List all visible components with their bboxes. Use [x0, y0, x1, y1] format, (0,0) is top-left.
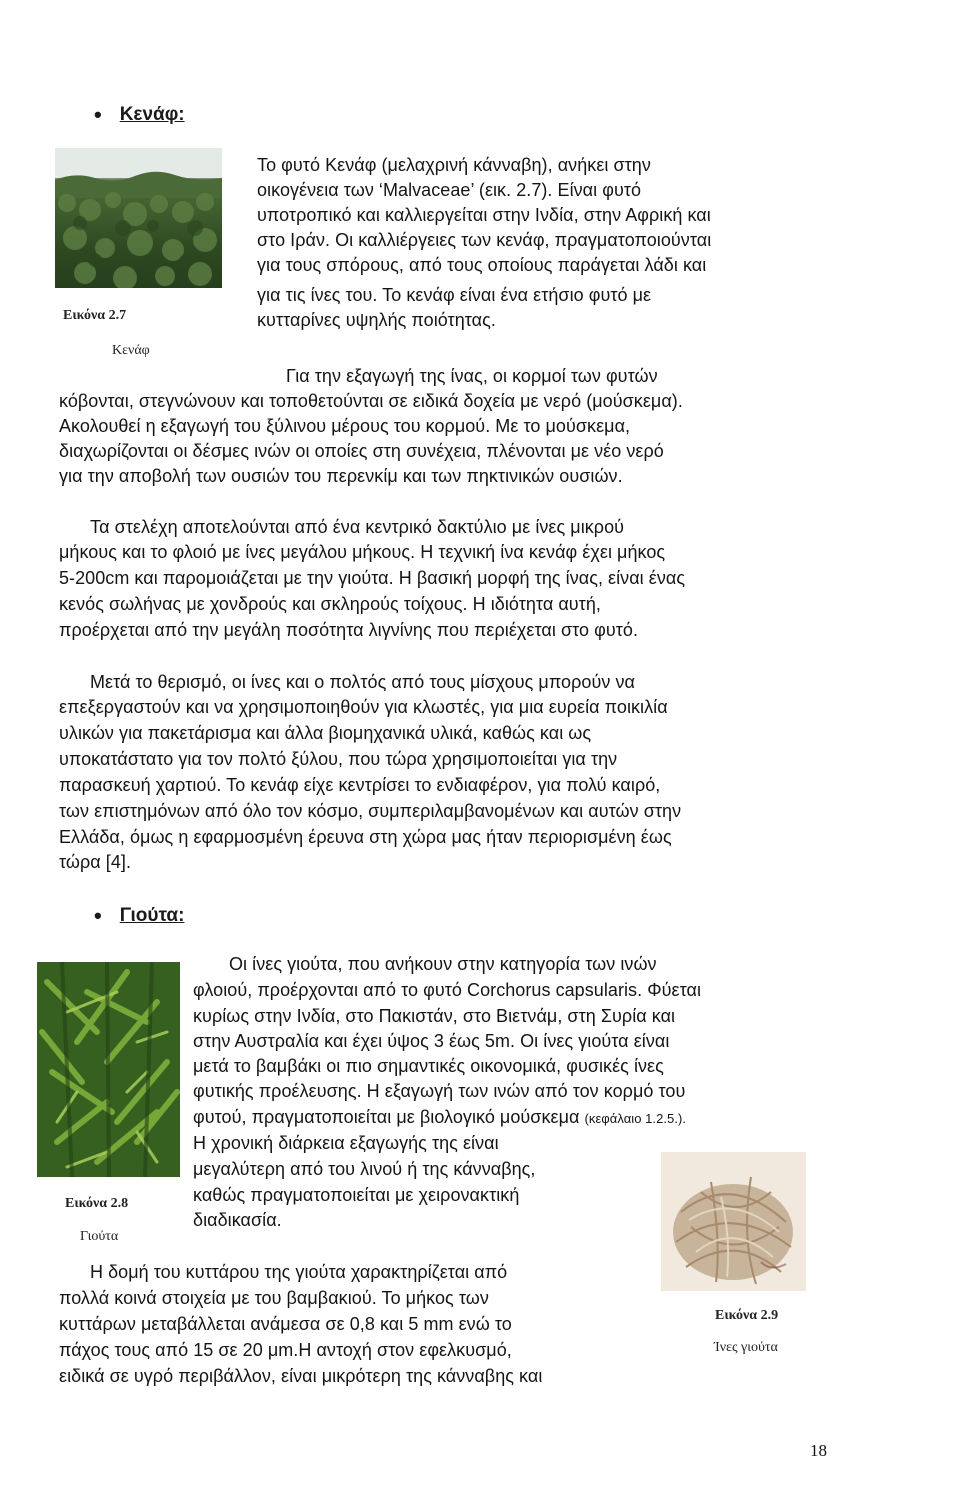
jute-plant-image: [37, 962, 180, 1177]
text-line: τώρα [4].: [59, 852, 132, 872]
figure-caption-label: Ίνες γιούτα: [714, 1340, 778, 1355]
text-line: προέρχεται από την μεγάλη ποσότητα λιγνίνης που περιέχεται στο φυτό.: [59, 620, 639, 640]
text-line: οικογένεια των ‘Malvaceae’ (εικ. 2.7). Είναι φυτό: [257, 180, 642, 200]
text-line: Ακολουθεί η εξαγωγή του ξύλινου μέρους του κορμού. Με το μούσκεμα,: [59, 416, 631, 436]
text-line: Το φυτό Κενάφ (μελαχρινή κάνναβη), ανήκει στην: [257, 155, 651, 175]
text-line: πολλά κοινά στοιχεία με του βαμβακιού. Το μήκος των: [59, 1288, 489, 1308]
jute-photo: [37, 962, 180, 1177]
text-line: Οι ίνες γιούτα, που ανήκουν στην κατηγορία των ινών: [229, 954, 657, 974]
text-line: Η χρονική διάρκεια εξαγωγής της είναι: [193, 1133, 499, 1153]
text-line: διαδικασία.: [193, 1210, 282, 1230]
bullet-icon: •: [94, 903, 102, 928]
text-line: 5-200cm και παρομοιάζεται με την γιούτα. Η βασική μορφή της ίνας, είναι ένας: [59, 568, 686, 588]
text-line: των επιστημόνων από όλο τον κόσμο, συμπεριλαμβανομένων και αυτών στην: [59, 801, 682, 821]
page-number: 18: [810, 1441, 827, 1460]
figure-caption-number: Εικόνα 2.8: [65, 1196, 129, 1211]
text-line: για τις ίνες του. Το κενάφ είναι ένα ετήσιο φυτό με: [257, 285, 652, 305]
figure-caption-number: Εικόνα 2.9: [715, 1308, 779, 1323]
section-heading-jute: [94, 903, 184, 929]
text-main: φυτού, πραγματοποιείται με βιολογικό μούσκεμα: [193, 1107, 585, 1127]
text-line-with-reference: [193, 1107, 686, 1128]
text-line: υποκατάστατο για τον πολτό ξύλου, που τώρα χρησιμοποιείται για την: [59, 749, 618, 769]
figure-caption-label: Γιούτα: [80, 1229, 119, 1244]
text-line: επεξεργαστούν και να χρησιμοποιηθούν για κλωστές, για μια ευρεία ποικιλία: [59, 697, 668, 717]
kenaf-field-image: [55, 148, 222, 288]
section-heading-kenaf: [94, 102, 185, 128]
jute-fibres-image: [661, 1152, 806, 1291]
text-line: παρασκευή χαρτιού. Το κενάφ είχε κεντρίσει το ενδιαφέρον, για πολύ καιρό,: [59, 775, 661, 795]
text-line: κόβονται, στεγνώνουν και τοποθετούνται σε ειδικά δοχεία με νερό (μούσκεμα).: [59, 391, 683, 411]
text-line: Ελλάδα, όμως η εφαρμοσμένη έρευνα στη χώρα μας ήταν περιορισμένη έως: [59, 827, 672, 847]
text-line: φλοιού, προέρχονται από το φυτό Corchorus capsularis. Φύεται: [193, 980, 701, 1000]
figure-caption-label: Κενάφ: [112, 343, 150, 358]
text-line: στην Αυστραλία και έχει ύψος 3 έως 5m. Οι ίνες γιούτα είναι: [193, 1031, 670, 1051]
text-line: υποτροπικό και καλλιεργείται στην Ινδία, στην Αφρική και: [257, 205, 711, 225]
jute-fibres-photo: [661, 1152, 806, 1291]
heading-text: Κενάφ:: [119, 104, 185, 125]
figure-caption-number: Εικόνα 2.7: [63, 308, 127, 323]
bullet-icon: •: [94, 102, 102, 127]
text-line: κενός σωλήνας με χονδρούς και σκληρούς τοίχους. Η ιδιότητα αυτή,: [59, 594, 601, 614]
text-line: φυτικής προέλευσης. Η εξαγωγή των ινών από τον κορμό του: [193, 1081, 686, 1101]
text-line: Τα στελέχη αποτελούνται από ένα κεντρικό δακτύλιο με ίνες μικρού: [90, 517, 625, 537]
text-line: ειδικά σε υγρό περιβάλλον, είναι μικρότερη της κάνναβης και: [59, 1366, 543, 1386]
text-line: για τους σπόρους, από τους οποίους παράγεται λάδι και: [257, 255, 707, 275]
text-line: Μετά το θερισμό, οι ίνες και ο πολτός από τους μίσχους μπορούν να: [90, 672, 635, 692]
text-line: Για την εξαγωγή της ίνας, οι κορμοί των φυτών: [286, 366, 658, 386]
text-line: διαχωρίζονται οι δέσμες ινών οι οποίες στη συνέχεια, πλένονται με νέο νερό: [59, 441, 664, 461]
text-line: μετά το βαμβάκι οι πιο σημαντικές οικονομικά, φυσικές ίνες: [193, 1056, 664, 1076]
text-line: κυρίως στην Ινδία, στο Πακιστάν, στο Βιετνάμ, στη Συρία και: [193, 1006, 676, 1026]
text-line: κυτταρίνες υψηλής ποιότητας.: [257, 310, 496, 330]
text-line: καθώς πραγματοποιείται με χειρονακτική: [193, 1185, 520, 1205]
text-line: πάχος τους από 15 σε 20 μm.Η αντοχή στον εφελκυσμό,: [59, 1340, 512, 1360]
text-line: στο Ιράν. Οι καλλιέργειες των κενάφ, πραγματοποιούνται: [257, 230, 712, 250]
text-line: μήκους και το φλοιό με ίνες μεγάλου μήκους. Η τεχνική ίνα κενάφ έχει μήκος: [59, 542, 666, 562]
text-line: κυττάρων μεταβάλλεται ανάμεσα σε 0,8 και 5 mm ενώ το: [59, 1314, 512, 1334]
text-line: Η δομή του κυττάρου της γιούτα χαρακτηρίζεται από: [90, 1262, 508, 1282]
text-line: για την αποβολή των ουσιών του περενκίμ και των πηκτινικών ουσιών.: [59, 466, 623, 486]
kenaf-photo: [55, 148, 222, 288]
heading-text: Γιούτα:: [119, 905, 185, 926]
text-line: μεγαλύτερη από του λινού ή της κάνναβης,: [193, 1159, 536, 1179]
chapter-reference: (κεφάλαιο 1.2.5.).: [584, 1111, 687, 1126]
text-line: υλικών για πακετάρισμα και άλλα βιομηχανικά υλικά, καθώς και ως: [59, 723, 592, 743]
